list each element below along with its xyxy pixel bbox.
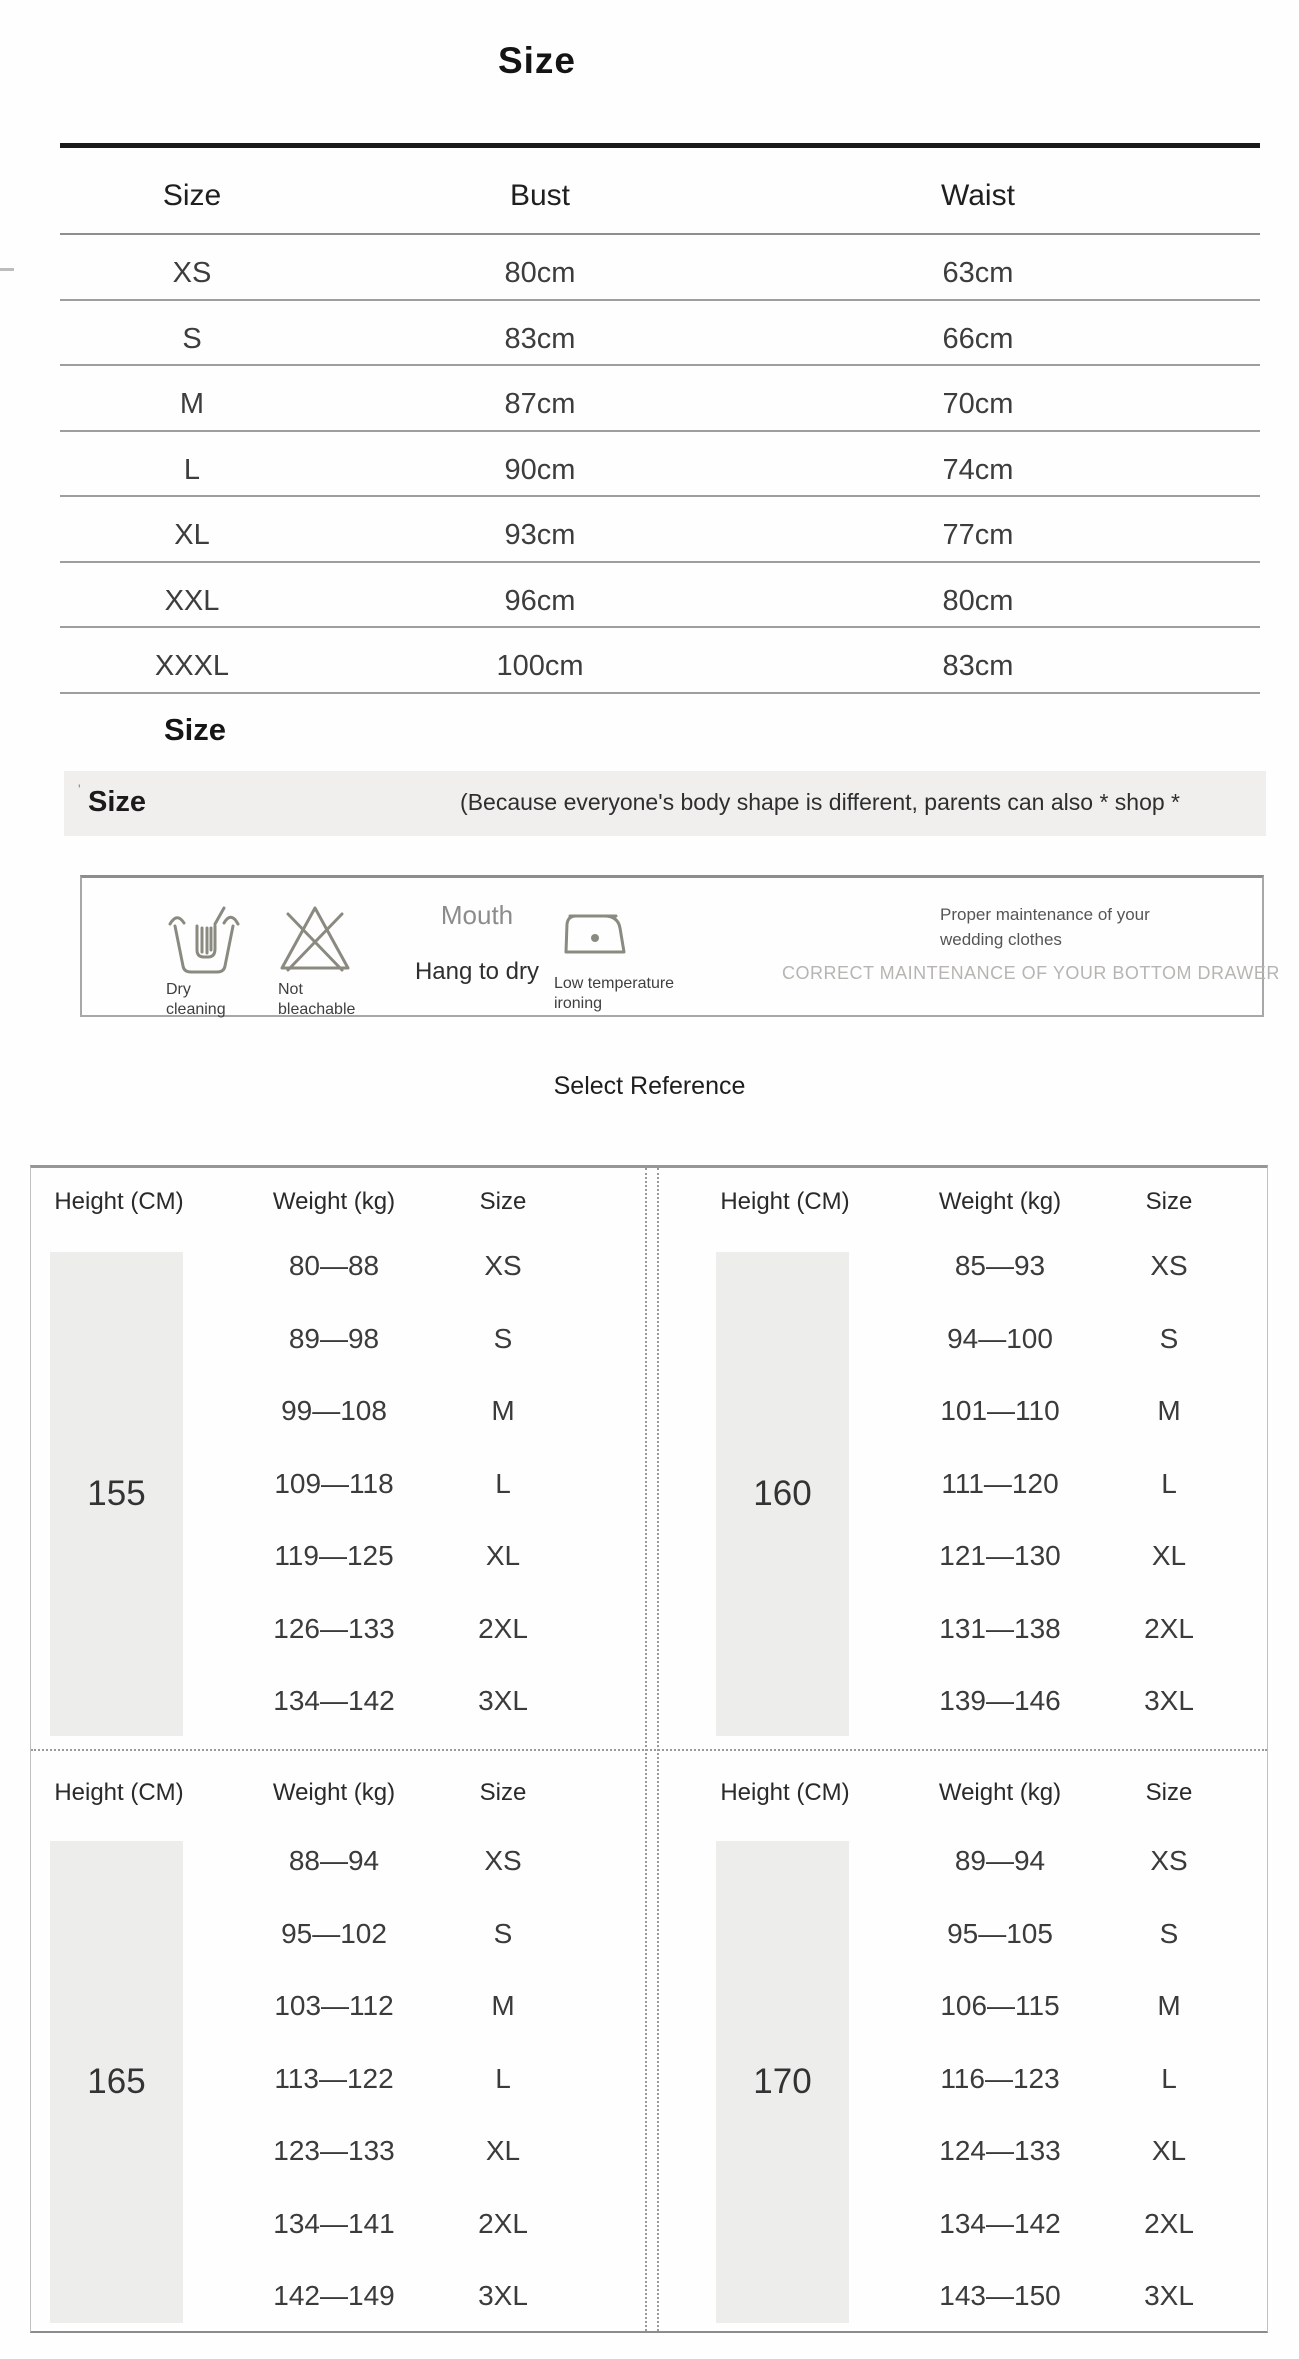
quadrant-rows <box>31 1825 641 2333</box>
weight-cell: 121—130 <box>939 1540 1061 1571</box>
size-cell: XXL <box>164 584 220 617</box>
size-cell: M <box>179 388 205 420</box>
waist-cell: 70cm <box>942 388 1014 420</box>
reference-quadrant-170 <box>657 1751 1267 2329</box>
height-value-box: 160 <box>716 1252 849 1736</box>
quadrant-rows <box>657 1230 1267 1738</box>
weight-cell: 123—133 <box>273 2135 395 2166</box>
column-header-size: Size <box>479 1188 527 1215</box>
weight-cell: 143—150 <box>939 2280 1061 2311</box>
size-cell: XXXL <box>154 650 230 682</box>
reference-row <box>657 1898 1267 1971</box>
height-value-box: 170 <box>716 1841 849 2323</box>
height-value-box: 155 <box>50 1252 183 1736</box>
bust-cell: 100cm <box>496 650 584 682</box>
hand-wash-icon <box>164 894 244 978</box>
weight-cell: 95—102 <box>281 1917 387 1949</box>
size-cell: M <box>1157 1990 1181 2021</box>
reference-quadrant-165 <box>31 1751 641 2329</box>
size-cell: S <box>1159 1322 1179 1354</box>
size-cell: XS <box>1150 1845 1188 1876</box>
weight-cell: 134—142 <box>273 1685 395 1716</box>
weight-cell: 126—133 <box>273 1612 395 1644</box>
maintenance-note: Proper maintenance of your wedding clothes <box>940 905 1150 949</box>
size-cell: 3XL <box>1144 1685 1194 1716</box>
reference-row <box>657 1520 1267 1593</box>
size-cell: XS <box>1150 1250 1188 1281</box>
weight-cell: 88—94 <box>288 1845 380 1876</box>
bust-cell: 87cm <box>504 388 576 420</box>
do-not-bleach-icon <box>274 900 356 976</box>
size-cell: 2XL <box>478 2207 528 2239</box>
column-header-height: Height (CM) <box>54 1779 184 1806</box>
weight-cell: 113—122 <box>274 2062 394 2094</box>
size-cell: XL <box>174 519 210 551</box>
note-bar-text: (Because everyone's body shape is different, parents can also * shop * <box>460 789 1180 815</box>
table-row <box>60 366 1260 432</box>
column-header-size: Size <box>479 1779 527 1806</box>
care-instructions-box <box>80 875 1280 1018</box>
size-cell: XL <box>485 2135 521 2166</box>
size-cell: 3XL <box>1144 2280 1194 2311</box>
weight-cell: 124—133 <box>939 2135 1061 2166</box>
bust-cell: 93cm <box>504 519 576 551</box>
size-cell: S <box>493 1917 513 1949</box>
reference-row <box>31 1825 641 1898</box>
size-cell: S <box>1159 1917 1179 1949</box>
size-cell: 2XL <box>478 1612 528 1644</box>
weight-cell: 89—94 <box>954 1845 1046 1876</box>
weight-cell: 101—110 <box>940 1395 1060 1426</box>
reference-row <box>657 1665 1267 1738</box>
reference-row <box>31 1970 641 2043</box>
size-cell: 2XL <box>1144 2207 1194 2239</box>
reference-row <box>657 1230 1267 1303</box>
weight-cell: 142—149 <box>273 2280 395 2311</box>
size-section-heading: Size <box>164 712 227 747</box>
bust-cell: 80cm <box>504 257 576 289</box>
reference-row <box>657 2260 1267 2333</box>
waist-cell: 80cm <box>942 584 1014 617</box>
column-header-weight: Weight (kg) <box>272 1779 396 1806</box>
note-bar-mark: ' <box>78 781 81 797</box>
hang-to-dry-label: Hang to dry <box>414 958 540 985</box>
column-header-waist: Waist <box>941 179 1015 212</box>
size-cell: M <box>491 1395 515 1426</box>
size-cell: L <box>1161 2062 1177 2094</box>
size-cell: 3XL <box>478 1685 528 1716</box>
reference-row <box>31 1375 641 1448</box>
table-row <box>60 432 1260 498</box>
waist-cell: 74cm <box>942 453 1014 486</box>
size-cell: S <box>493 1322 513 1354</box>
reference-row <box>657 1825 1267 1898</box>
weight-cell: 109—118 <box>274 1467 394 1499</box>
page-title: Size <box>497 40 577 81</box>
weight-cell: 99—108 <box>281 1395 387 1426</box>
size-table <box>60 148 1260 694</box>
column-header-size: Size <box>1145 1779 1193 1806</box>
column-header-bust: Bust <box>509 179 571 212</box>
reference-quadrant-155 <box>31 1168 641 1746</box>
size-cell: M <box>491 1990 515 2021</box>
size-note-bar <box>64 771 1266 836</box>
reference-row <box>657 1375 1267 1448</box>
reference-row <box>31 1593 641 1666</box>
size-cell: M <box>1157 1395 1181 1426</box>
note-bar-label: Size <box>88 786 147 818</box>
artifact-mark <box>0 268 14 271</box>
table-row <box>60 301 1260 367</box>
waist-cell: 83cm <box>942 650 1014 682</box>
size-cell: L <box>183 453 201 486</box>
not-bleachable-label: Not bleachable <box>278 981 356 1018</box>
table-row <box>60 628 1260 694</box>
select-reference-heading: Select Reference <box>553 1072 746 1100</box>
reference-row <box>657 2188 1267 2261</box>
reference-row <box>31 1665 641 1738</box>
size-cell: 2XL <box>1144 1612 1194 1644</box>
reference-row <box>657 1448 1267 1521</box>
quadrant-rows <box>31 1230 641 1738</box>
reference-row <box>31 1303 641 1376</box>
column-header-weight: Weight (kg) <box>272 1188 396 1215</box>
column-header-size: Size <box>1145 1188 1193 1215</box>
size-cell: L <box>495 2062 511 2094</box>
size-cell: XS <box>484 1845 522 1876</box>
reference-row <box>31 2115 641 2188</box>
size-cell: 3XL <box>478 2280 528 2311</box>
size-table-header-row <box>60 148 1260 235</box>
hang-dry-top-label: Mouth <box>440 900 514 930</box>
size-cell: L <box>1161 1467 1177 1499</box>
column-header-size: Size <box>162 179 222 212</box>
low-temperature-ironing-label: Low temperature ironing <box>554 975 675 1012</box>
bust-cell: 83cm <box>504 322 576 355</box>
bust-cell: 90cm <box>504 453 576 486</box>
reference-row <box>31 1520 641 1593</box>
weight-cell: 134—141 <box>273 2207 395 2239</box>
weight-cell: 94—100 <box>947 1322 1053 1354</box>
weight-cell: 106—115 <box>940 1990 1060 2021</box>
size-cell: XS <box>172 257 212 289</box>
quadrant-rows <box>657 1825 1267 2333</box>
reference-row <box>31 1898 641 1971</box>
size-cell: XL <box>1151 1540 1187 1571</box>
weight-cell: 111—120 <box>941 1467 1059 1499</box>
weight-cell: 95—105 <box>947 1917 1053 1949</box>
reference-quadrant-160 <box>657 1168 1267 1746</box>
reference-row <box>31 1448 641 1521</box>
weight-cell: 80—88 <box>288 1250 380 1281</box>
column-header-height: Height (CM) <box>54 1188 184 1215</box>
size-cell: XL <box>485 1540 521 1571</box>
size-reference-grid <box>30 1165 1268 2333</box>
reference-row <box>31 1230 641 1303</box>
weight-cell: 89—98 <box>288 1322 380 1354</box>
reference-row <box>657 2043 1267 2116</box>
weight-cell: 119—125 <box>274 1540 394 1571</box>
dry-cleaning-label: Dry cleaning <box>166 981 226 1018</box>
table-row <box>60 497 1260 563</box>
waist-cell: 77cm <box>942 519 1014 551</box>
size-cell: S <box>182 322 202 355</box>
height-value-box: 165 <box>50 1841 183 2323</box>
reference-row <box>31 2188 641 2261</box>
reference-row <box>31 2043 641 2116</box>
table-row <box>60 235 1260 301</box>
column-header-height: Height (CM) <box>720 1188 850 1215</box>
reference-row <box>31 2260 641 2333</box>
bust-cell: 96cm <box>504 584 576 617</box>
reference-row <box>657 1303 1267 1376</box>
waist-cell: 66cm <box>942 322 1014 355</box>
reference-row <box>657 2115 1267 2188</box>
weight-cell: 134—142 <box>939 2207 1061 2239</box>
maintenance-caps-note: CORRECT MAINTENANCE OF YOUR BOTTOM DRAWER <box>782 963 1280 983</box>
table-row <box>60 563 1260 629</box>
reference-row <box>657 1970 1267 2043</box>
waist-cell: 63cm <box>942 257 1014 289</box>
size-cell: XL <box>1151 2135 1187 2166</box>
size-cell: L <box>495 1467 511 1499</box>
weight-cell: 116—123 <box>940 2062 1060 2094</box>
column-header-weight: Weight (kg) <box>938 1188 1062 1215</box>
weight-cell: 131—138 <box>939 1612 1061 1644</box>
low-temperature-iron-icon <box>554 892 636 970</box>
weight-cell: 85—93 <box>954 1250 1046 1281</box>
size-cell: XS <box>484 1250 522 1281</box>
column-header-height: Height (CM) <box>720 1779 850 1806</box>
reference-row <box>657 1593 1267 1666</box>
weight-cell: 139—146 <box>939 1685 1061 1716</box>
weight-cell: 103—112 <box>274 1990 394 2021</box>
column-header-weight: Weight (kg) <box>938 1779 1062 1806</box>
